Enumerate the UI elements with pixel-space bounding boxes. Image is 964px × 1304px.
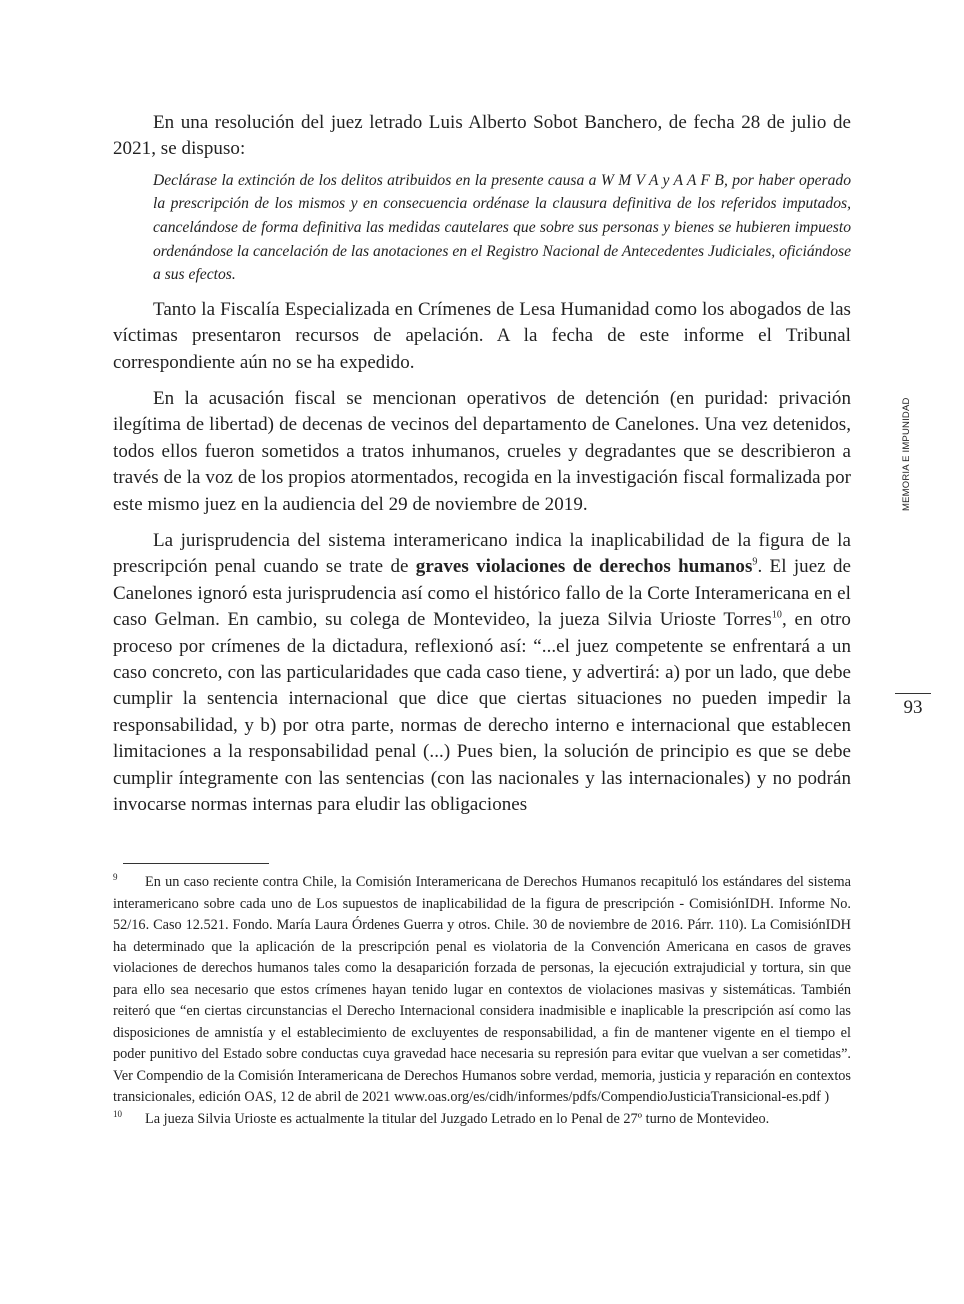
- paragraph-jurisprudence: [113, 528, 851, 818]
- footnote-9: 9 En un caso reciente contra Chile, la Comisión Interamericana de Derechos Humanos recapituló los estándares del sistema interamericano sobre cada uno de Los supuestos de inaplicabilidad de la figura de prescripción - ComisiónIDH. Informe No. 52/16. Caso 12.521. Fondo. María Laura Órdenes Guerra y otros. Chile. 30 de noviembre de 2016. Párr. 110). La ComisiónIDH ha determinado que la aplicación de la prescripción penal es violatoria de la Convención Americana en casos de graves violaciones de derechos humanos tales como la desaparición forzada de personas, la ejecución extrajudicial y tortura, sin que para ello sea necesario que estos crímenes hayan tenido lugar en contextos de violaciones masivas y sistemáticas. También reiteró que “en ciertas circunstancias el Derecho Internacional considera inadmisible e inaplicable la prescripción así como las disposiciones de amnistía y el establecimiento de excluyentes de responsabilidad, a fin de mantener vigente en el tiempo el poder punitivo del Estado sobre conductas cuya gravedad hace necesaria su represión para evitar que vuelvan a ser cometidas”. Ver Compendio de la Comisión Interamericana de Derechos Humanos sobre verdad, memoria, justicia y reparación en contextos transicionales, edición OAS, 12 de abril de 2021 www.oas.org/es/cidh/informes/pdfs/CompendioJusticiaTransicional-es.pdf ): [113, 872, 851, 1105]
- page-number: 93: [903, 697, 923, 718]
- jurisprudence-text-part2: . El juez de Canelones ignoró esta jurisprudencia así como el histórico fallo de la Corte Interamericana en el caso Gelman. En cambio, su colega de Montevideo, la jueza Silvia Urioste Torres: [113, 556, 851, 631]
- footnote-divider: [123, 863, 269, 864]
- paragraph-resolution: En una resolución del juez letrado Luis Alberto Sobot Banchero, de fecha 28 de julio de 2021, se dispuso:: [113, 112, 851, 160]
- footnote-10: 10 La jueza Silvia Urioste es actualmente la titular del Juzgado Letrado en lo Penal de 27º turno de Montevideo.: [113, 1108, 770, 1127]
- block-quote: Declárase la extinción de los delitos atribuidos en la presente causa a W M V A y A A F B, por haber operado la prescripción de los mismos y en consecuencia ordénase la clausura definitiva de los referidos imputados, cancelándose de forma definitiva las medidas cautelares que sobre sus personas y bienes se hubieren impuesto ordenándose la cancelación de las anotaciones en el Registro Nacional de Antecedentes Judiciales, oficiándose a sus efectos.: [153, 171, 851, 284]
- jurisprudence-text-part1: La jurisprudencia del sistema interamericano indica la inaplicabilidad de la figura de la prescripción penal cuando se trate de: [113, 530, 851, 578]
- footnote-ref-10[interactable]: 10: [771, 609, 782, 621]
- page-number-rule: [895, 693, 931, 694]
- bold-phrase: graves violaciones de derechos humanos: [415, 556, 753, 578]
- main-text: [113, 110, 851, 829]
- paragraph-accusation: En la acusación fiscal se mencionan operativos de detención (en puridad: privación ilegítima de libertad) de decenas de vecinos del departamento de Canelones. Una vez detenidos, todos ellos fueron sometidos a tratos inhumanos, crueles y degradantes que se describieron a través de la voz de los propios atormentados, recogida en la investigación fiscal formalizada por este mismo juez en la audiencia del 29 de noviembre de 2019.: [113, 388, 851, 515]
- paragraph-appeals: Tanto la Fiscalía Especializada en Crímenes de Lesa Humanidad como los abogados de las víctimas presentaron recursos de apelación. A la fecha de este informe el Tribunal correspondiente aún no se ha expedido.: [113, 298, 851, 373]
- running-header-side: MEMORIA E IMPUNIDAD: [901, 397, 912, 511]
- footnote-text: En un caso reciente contra Chile, la Comisión Interamericana de Derechos Humanos recapituló los estándares del sistema interamericano sobre cada uno de Los supuestos de inaplicabilidad de la figura de prescripción - ComisiónIDH. Informe No. 52/16. Caso 12.521. Fondo. María Laura Órdenes Guerra y otros. Chile. 30 de noviembre de 2016. Párr. 110). La ComisiónIDH ha determinado que la aplicación de la prescripción penal es violatoria de la Convención Americana en casos de graves violaciones de derechos humanos tales como la desaparición forzada de personas, la ejecución extrajudicial y tortura, sin que para ello sea necesario que estos crímenes hayan tenido lugar en contextos de violaciones masivas y sistemáticas. También reiteró que “en ciertas circunstancias el Derecho Internacional considera inadmisible e inaplicable la prescripción así como las disposiciones de amnistía y el establecimiento de excluyentes de responsabilidad, a fin de mantener vigente en el tiempo el poder punitivo del Estado sobre conductas cuya gravedad hace necesaria su represión para evitar que vuelvan a ser cometidas”. Ver Compendio de la Comisión Interamericana de Derechos Humanos sobre verdad, memoria, justicia y reparación en contextos transicionales, edición OAS, 12 de abril de 2021 www.oas.org/es/cidh/informes/pdfs/CompendioJusticiaTransicional-es.pdf ): [113, 874, 851, 1105]
- footnote-text: La jueza Silvia Urioste es actualmente la titular del Juzgado Letrado en lo Penal de 27º turno de Montevideo.: [145, 1110, 770, 1127]
- footnotes: [113, 872, 851, 1130]
- footnote-ref-9[interactable]: 9: [752, 557, 758, 569]
- jurisprudence-text-part3: , en otro proceso por crímenes de la dictadura, reflexionó así: “...el juez competente se enfrentará a un caso concreto, con las particularidades que cada caso tiene, y advertirá: a) por un lado, que debe cumplir la sentencia internacional que dice que ciertas situaciones no pueden impedir la responsabilidad, y b) por otra parte, normas de derecho interno e internacional que establecen limitaciones a la responsabilidad penal (...) Pues bien, la solución de principio es que se debe cumplir íntegramente con las sentencias (con las nacionales y las internacionales) y no podrán invocarse normas internas para eludir las obligaciones: [113, 609, 851, 816]
